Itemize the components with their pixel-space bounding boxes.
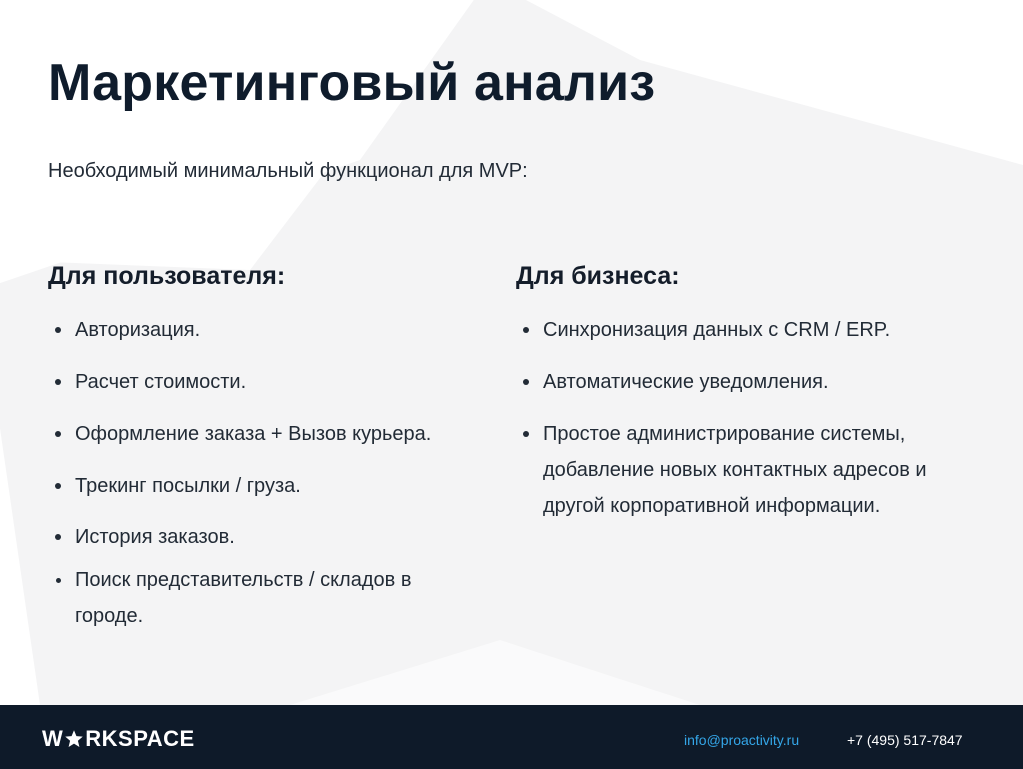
slide-title: Маркетинговый анализ [48, 54, 656, 112]
list-item: Оформление заказа + Вызов курьера. [48, 416, 431, 452]
star-icon [64, 729, 84, 749]
list-item: Авторизация. [48, 312, 200, 348]
contact-email-link[interactable]: info@proactivity.ru [684, 732, 800, 748]
contact-phone: +7 (495) 517-7847 [847, 732, 963, 748]
list-item: Трекинг посылки / груза. [48, 468, 301, 504]
list-item: Синхронизация данных с CRM / ERP. [516, 312, 890, 348]
footer-bar [0, 705, 1023, 769]
list-item: Расчет стоимости. [48, 364, 246, 400]
intro-text: Необходимый минимальный функционал для MVP: [48, 160, 528, 182]
logo-text: RKSPACE [85, 726, 195, 751]
list-item: Простое администрирование системы, добавление новых контактных адресов и другой корпоративной информации. [516, 416, 963, 524]
workspace-logo[interactable] [42, 727, 195, 751]
user-column-heading: Для пользователя: [48, 262, 286, 290]
logo-letter-w: W [42, 726, 64, 751]
list-item: История заказов. [48, 519, 235, 555]
list-item: Поиск представительств / складов в городе. [48, 562, 475, 634]
list-item: Автоматические уведомления. [516, 364, 829, 400]
business-column-heading: Для бизнеса: [516, 262, 680, 290]
